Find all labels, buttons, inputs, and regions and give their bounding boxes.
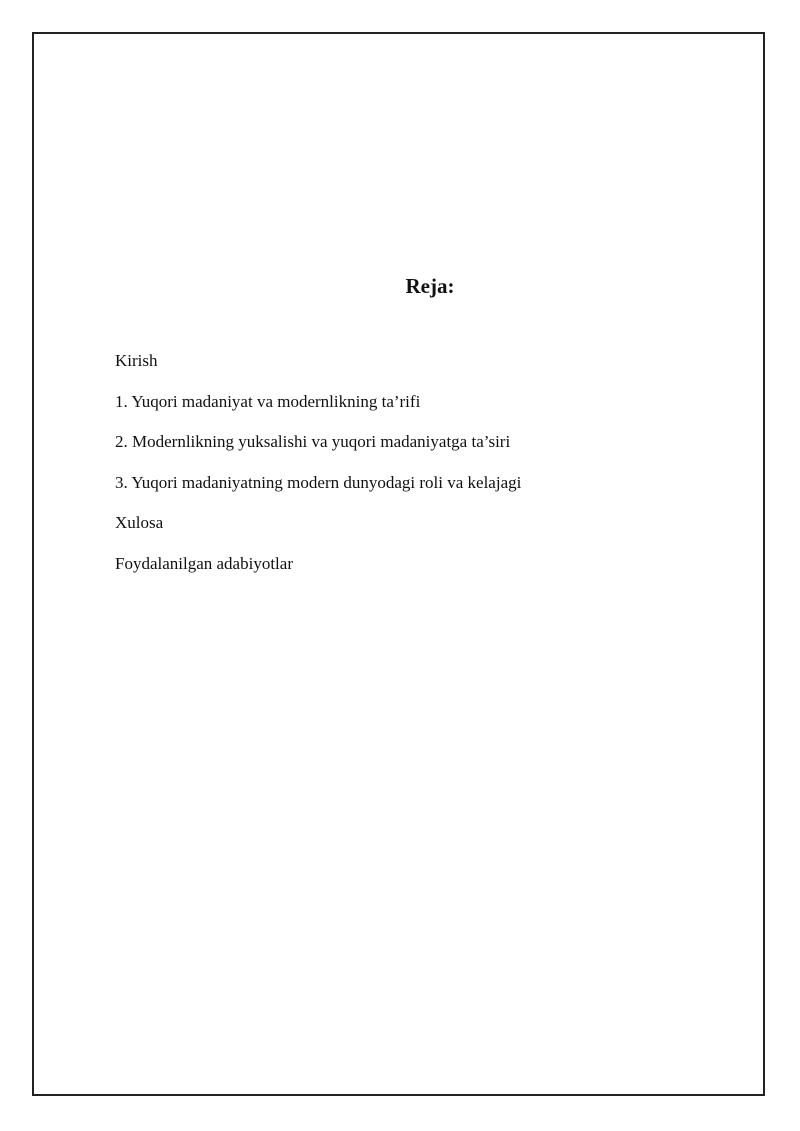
plan-list	[115, 349, 521, 592]
plan-item-references: Foydalanilgan adabiyotlar	[115, 553, 293, 573]
plan-item-introduction: Kirish	[115, 351, 158, 370]
plan-item-2: 2. Modernlikning yuksalishi va yuqori madaniyatga ta’siri	[115, 432, 511, 451]
plan-item-3: 3. Yuqori madaniyatning modern dunyodagi roli va kelajagi	[115, 472, 522, 492]
plan-item-conclusion: Xulosa	[115, 513, 164, 532]
page-title: Reja:	[405, 274, 455, 298]
plan-item-1: 1. Yuqori madaniyat va modernlikning ta’rifi	[115, 391, 421, 411]
